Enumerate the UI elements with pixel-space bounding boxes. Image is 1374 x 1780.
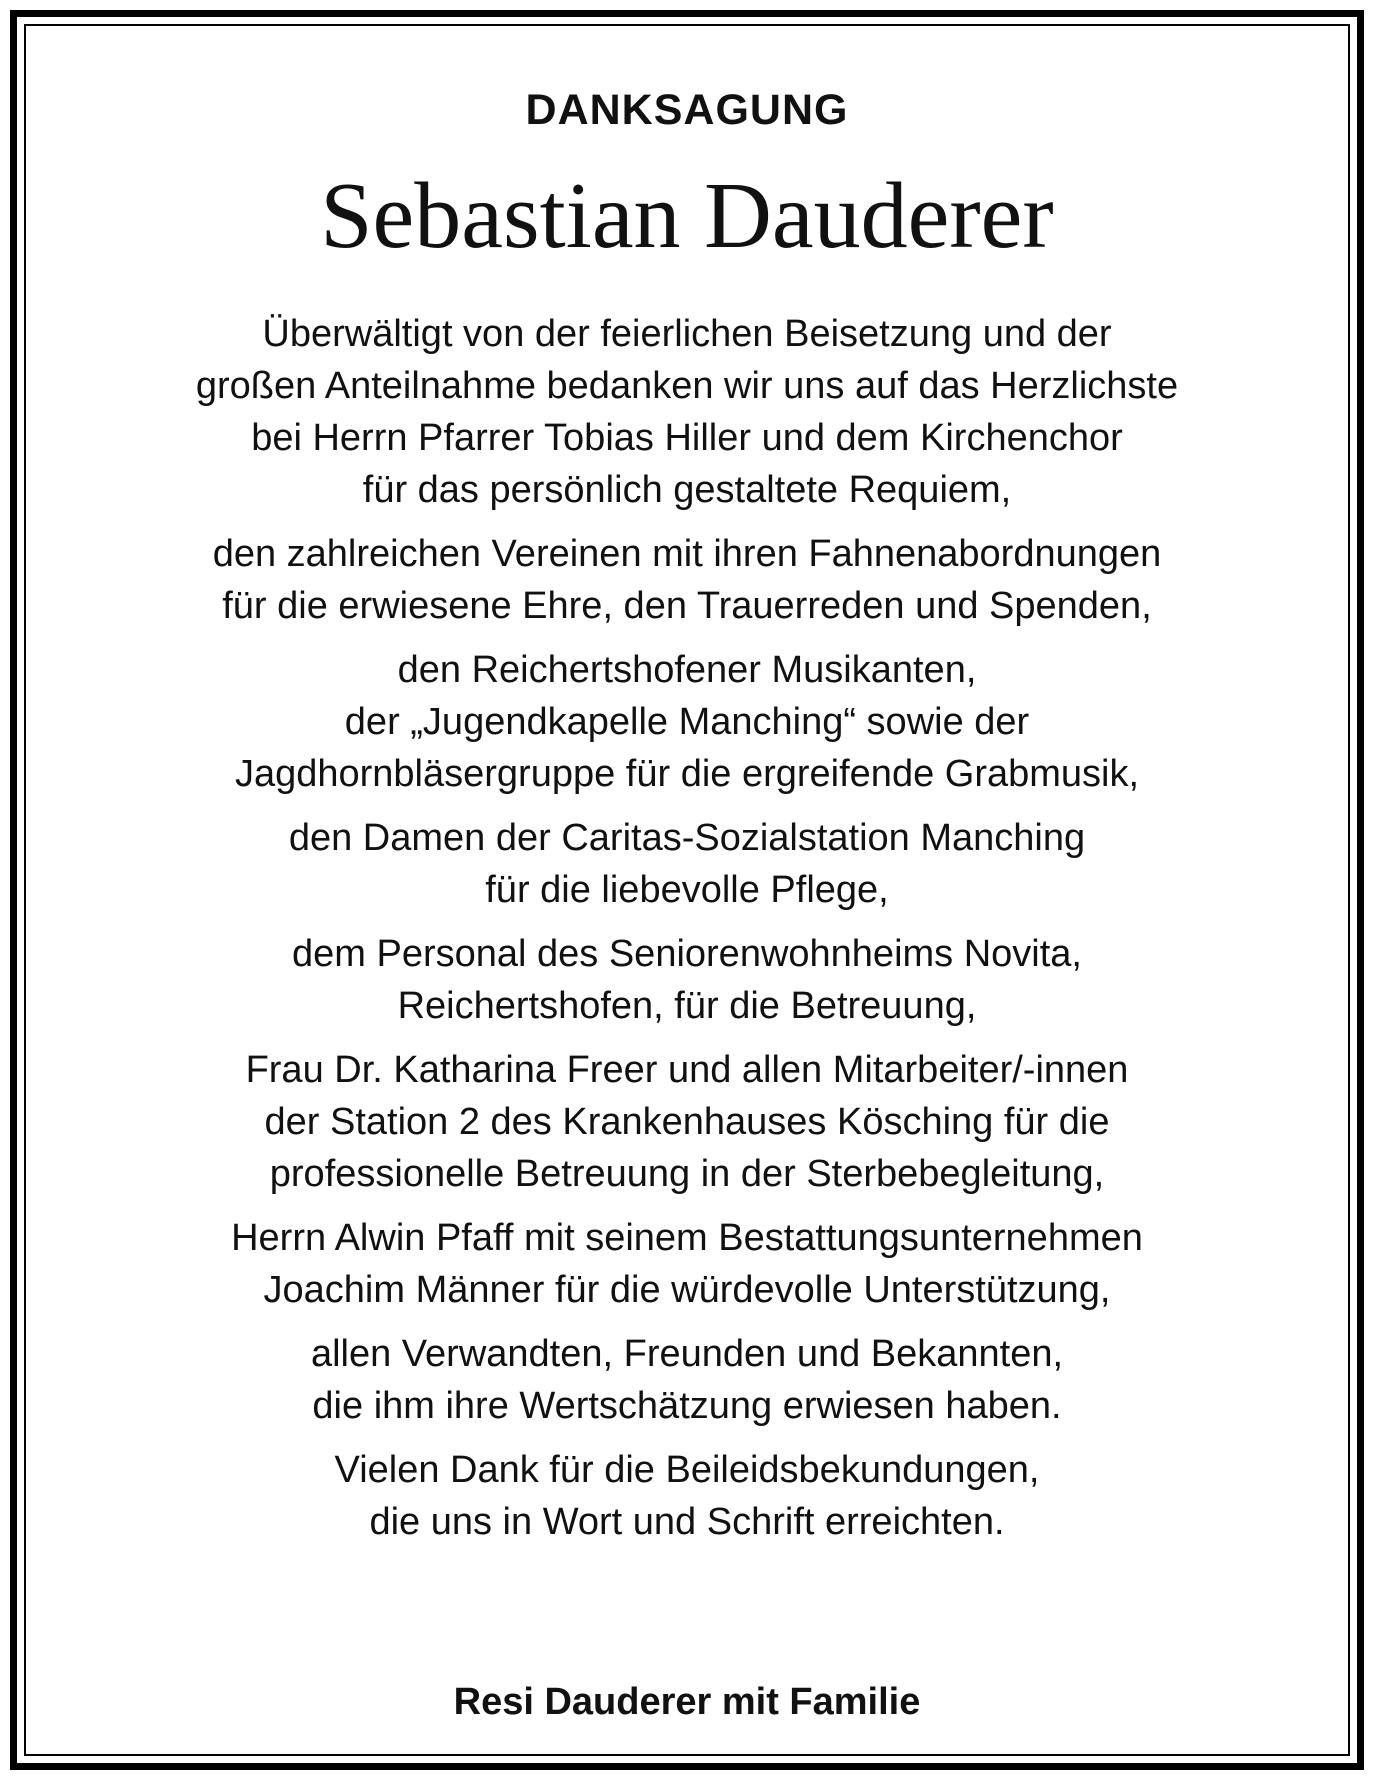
text-line: der Station 2 des Krankenhauses Kösching für die [264, 1101, 1110, 1143]
paragraph-condolences [26, 1444, 1348, 1548]
text-line: allen Verwandten, Freunden und Bekannten, [310, 1333, 1064, 1375]
signature: Resi Dauderer mit Familie [453, 1681, 921, 1723]
paragraph-undertaker [26, 1212, 1348, 1316]
text-line: großen Anteilnahme bedanken wir uns auf das Herzlichste [195, 365, 1179, 407]
text-line: bei Herrn Pfarrer Tobias Hiller und dem Kirchenchor [251, 417, 1123, 459]
text-line: Joachim Männer für die würdevolle Unterstützung, [263, 1269, 1111, 1311]
text-line: den zahlreichen Vereinen mit ihren Fahnenabordnungen [212, 533, 1162, 575]
text-line: Vielen Dank für die Beileidsbekundungen, [334, 1449, 1040, 1491]
text-line: die ihm ihre Wertschätzung erwiesen haben. [312, 1385, 1062, 1427]
text-line: den Damen der Caritas-Sozialstation Manching [288, 817, 1086, 859]
paragraph-nursing-home [26, 928, 1348, 1032]
text-line: Herrn Alwin Pfaff mit seinem Bestattungsunternehmen [231, 1217, 1143, 1259]
thanks-body [26, 308, 1348, 1560]
text-line: Frau Dr. Katharina Freer und allen Mitarbeiter/-innen [245, 1049, 1129, 1091]
paragraph-hospital [26, 1044, 1348, 1200]
text-line: professionelle Betreuung in der Sterbebegleitung, [269, 1153, 1105, 1195]
paragraph-musicians [26, 644, 1348, 800]
text-line: Überwältigt von der feierlichen Beisetzung und der [262, 313, 1112, 355]
text-line: den Reichertshofener Musikanten, [397, 649, 977, 691]
paragraph-pastor [26, 308, 1348, 516]
paragraph-associations [26, 528, 1348, 632]
notice-heading: DANKSAGUNG [525, 86, 849, 134]
text-line: die uns in Wort und Schrift erreichten. [369, 1501, 1005, 1543]
notice-border-outer [10, 10, 1364, 1770]
text-line: dem Personal des Seniorenwohnheims Novita, [292, 933, 1082, 975]
text-line: für das persönlich gestaltete Requiem, [362, 469, 1012, 511]
text-line: für die erwiesene Ehre, den Trauerreden und Spenden, [222, 585, 1152, 627]
paragraph-caritas [26, 812, 1348, 916]
notice-border-inner [24, 24, 1350, 1756]
text-line: der „Jugendkapelle Manching“ sowie der [344, 701, 1030, 743]
text-line: für die liebevolle Pflege, [485, 869, 889, 911]
paragraph-relatives [26, 1328, 1348, 1432]
deceased-name: Sebastian Dauderer [320, 164, 1054, 268]
text-line: Jagdhornbläsergruppe für die ergreifende Grabmusik, [234, 753, 1140, 795]
text-line: Reichertshofen, für die Betreuung, [397, 985, 977, 1027]
